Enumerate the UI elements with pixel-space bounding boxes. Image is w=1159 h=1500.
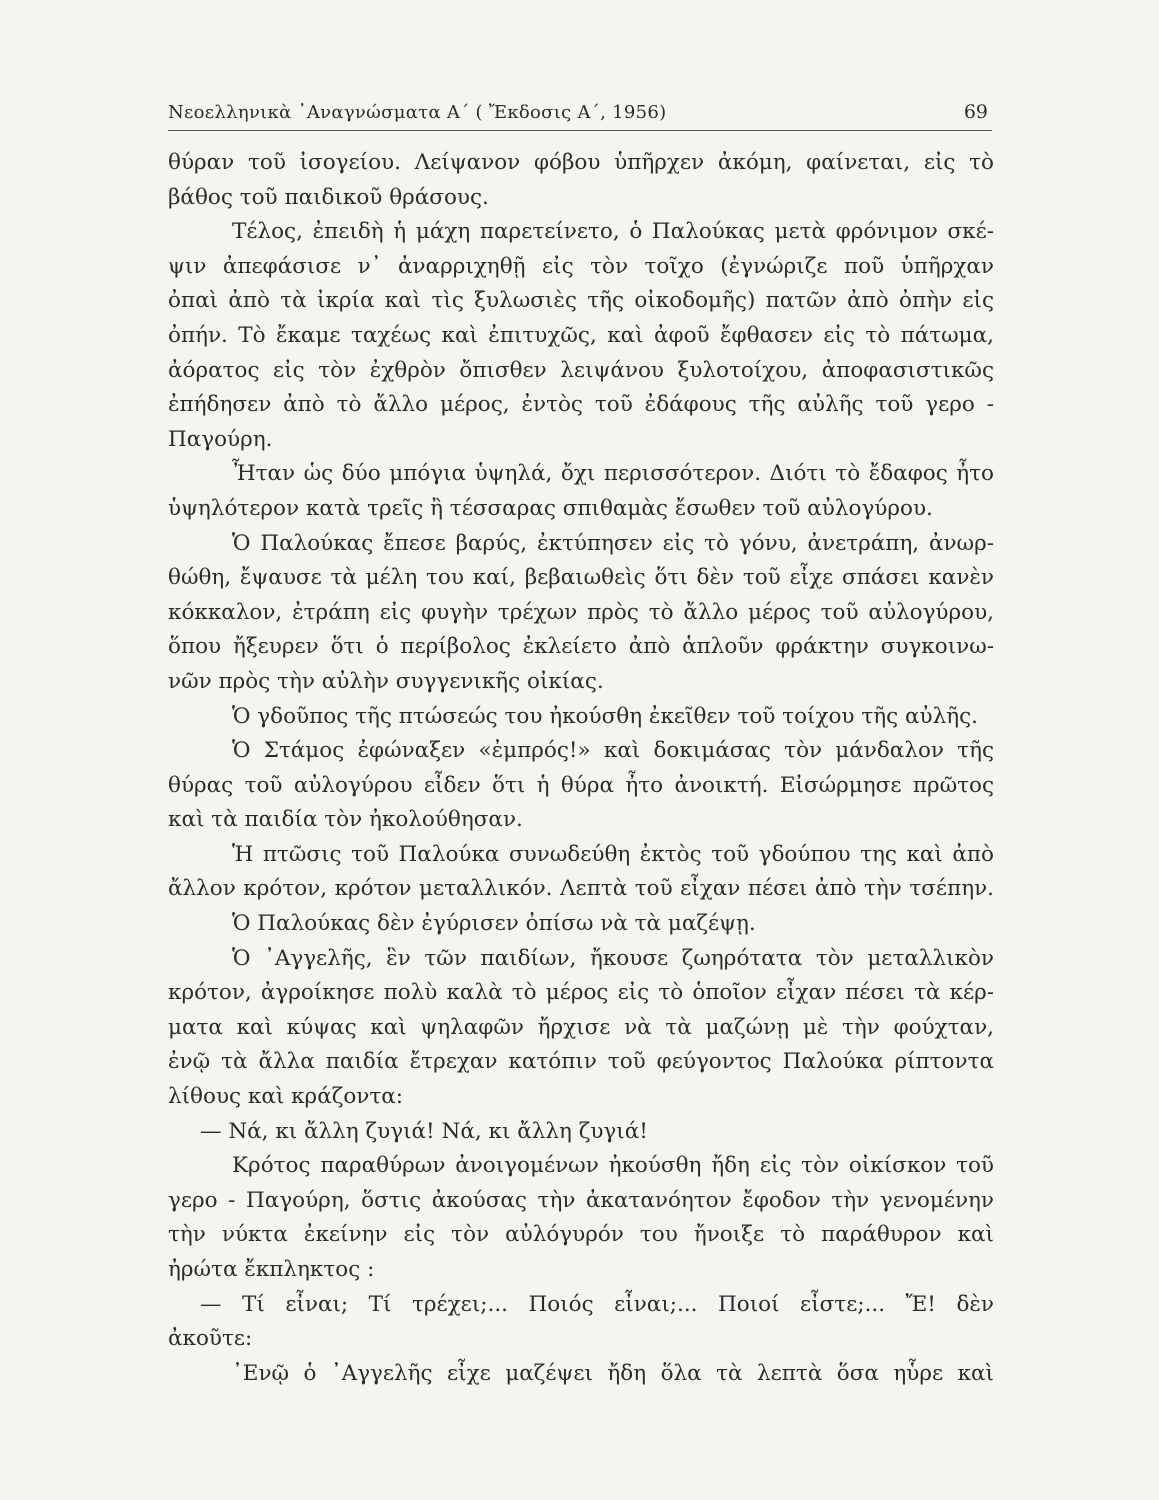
text-line: Ὁ γδοῦπος τῆς πτώσεώς του ἠκούσθη ἐκεῖθεν τοῦ τοίχου τῆς αὐλῆς. bbox=[232, 703, 978, 729]
text-line: ἄλλον κρότον, κρότον μεταλλικόν. Λεπτὰ τοῦ εἶχαν πέσει ἀπὸ τὴν τσέπην. bbox=[168, 876, 994, 902]
running-title: Νεοελληνικὰ ᾿Αναγνώσματα Α΄ ( Ἔκδοσις Α΄, 1956) bbox=[168, 102, 667, 123]
text-line: θύραν τοῦ ἰσογείου. Λείψανον φόβου ὑπῆρχεν ἀκόμη, φαίνεται, εἰς τὸ bbox=[168, 150, 994, 175]
text-line: ὅπου ἤξευρεν ὅτι ὁ περίβολος ἐκλείετο ἀπὸ ἁπλοῦν φράκτην συγκοινω- bbox=[168, 634, 994, 660]
text-line: ὀπήν. Τὸ ἔκαμε ταχέως καὶ ἐπιτυχῶς, καὶ ἀφοῦ ἔφθασεν εἰς τὸ πάτωμα, bbox=[168, 322, 994, 348]
text-line: Ἦταν ὡς δύο μπόγια ὑψηλά, ὄχι περισσότερον. Διότι τὸ ἔδαφος ἦτο bbox=[232, 461, 994, 487]
text-line: Ὁ ᾿Αγγελῆς, ἓν τῶν παιδίων, ἤκουσε ζωηρότατα τὸν μεταλλικὸν bbox=[232, 945, 994, 971]
text-line: Τέλος, ἐπειδὴ ἡ μάχη παρετείνετο, ὁ Παλούκας μετὰ φρόνιμον σκέ- bbox=[232, 219, 994, 245]
body-text bbox=[168, 146, 994, 1391]
text-line: ἀόρατος εἰς τὸν ἐχθρὸν ὄπισθεν λειψάνου ξυλοτοίχου, ἀποφασιστικῶς bbox=[168, 357, 994, 383]
text-line: — Νά, κι ἄλλη ζυγιά! Νά, κι ἄλλη ζυγιά! bbox=[200, 1118, 648, 1144]
text-line: ἐπήδησεν ἀπὸ τὸ ἄλλο μέρος, ἐντὸς τοῦ ἐδάφους τῆς αὐλῆς τοῦ γερο - bbox=[168, 392, 994, 418]
text-line: λίθους καὶ κράζοντα: bbox=[168, 1084, 404, 1110]
text-line: Ὁ Παλούκας ἔπεσε βαρύς, ἐκτύπησεν εἰς τὸ γόνυ, ἀνετράπη, ἀνωρ- bbox=[232, 530, 994, 556]
text-line: κόκκαλον, ἐτράπη εἰς φυγὴν τρέχων πρὸς τὸ ἄλλο μέρος τοῦ αὐλογύρου, bbox=[168, 599, 994, 625]
running-header bbox=[168, 94, 992, 131]
text-line: ᾿Ενῷ ὁ ᾿Αγγελῆς εἶχε μαζέψει ἤδη ὅλα τὰ λεπτὰ ὅσα ηὗρε καὶ bbox=[232, 1360, 994, 1386]
text-line: Κρότος παραθύρων ἀνοιγομένων ἠκούσθη ἤδη εἰς τὸν οἰκίσκον τοῦ bbox=[232, 1153, 994, 1179]
text-line: καὶ τὰ παιδία τὸν ἠκολούθησαν. bbox=[168, 807, 523, 833]
text-line: θώθη, ἔψαυσε τὰ μέλη του καί, βεβαιωθεὶς ὅτι δὲν τοῦ εἶχε σπάσει κανὲν bbox=[168, 565, 994, 591]
text-line: τὴν νύκτα ἐκείνην εἰς τὸν αὐλόγυρόν του ἤνοιξε τὸ παράθυρον καὶ bbox=[168, 1222, 994, 1248]
text-line: ἠρώτα ἔκπληκτος : bbox=[168, 1257, 375, 1282]
text-line: κρότον, ἀγροίκησε πολὺ καλὰ τὸ μέρος εἰς τὸ ὁποῖον εἶχαν πέσει τὰ κέρ- bbox=[168, 980, 994, 1006]
text-line: ὀπαὶ ἀπὸ τὰ ἰκρία καὶ τὶς ξυλωσιὲς τῆς οἰκοδομῆς) πατῶν ἀπὸ ὀπὴν εἰς bbox=[168, 288, 994, 314]
text-line: ὑψηλότερον κατὰ τρεῖς ἢ τέσσαρας σπιθαμὰς ἔσωθεν τοῦ αὐλογύρου. bbox=[168, 495, 933, 521]
text-line: Παγούρη. bbox=[168, 426, 273, 452]
text-line: Ἡ πτῶσις τοῦ Παλούκα συνωδεύθη ἐκτὸς τοῦ γδούπου της καὶ ἀπὸ bbox=[232, 841, 994, 867]
text-line: — Τί εἶναι; Τί τρέχει;... Ποιός εἶναι;... Ποιοί εἶστε;... Ἔ! δὲν bbox=[200, 1291, 994, 1317]
page-number: 69 bbox=[963, 101, 988, 123]
text-line: ἐνῷ τὰ ἄλλα παιδία ἔτρεχαν κατόπιν τοῦ φεύγοντος Παλούκα ρίπτοντα bbox=[168, 1049, 994, 1075]
text-line: γερο - Παγούρη, ὅστις ἀκούσας τὴν ἀκατανόητον ἔφοδον τὴν γενομένην bbox=[168, 1187, 994, 1213]
text-line: νῶν πρὸς τὴν αὐλὴν συγγενικῆς οἰκίας. bbox=[168, 668, 604, 694]
text-line: ἀκοῦτε: bbox=[168, 1326, 253, 1352]
text-line: ψιν ἀπεφάσισε ν᾿ ἀναρριχηθῇ εἰς τὸν τοῖχο (ἐγνώριζε ποῦ ὑπῆρχαν bbox=[168, 253, 994, 279]
text-line: θύρας τοῦ αὐλογύρου εἶδεν ὅτι ἡ θύρα ἦτο ἀνοικτή. Εἰσώρμησε πρῶτος bbox=[168, 772, 994, 798]
text-line: Ὁ Στάμος ἐφώναξεν «ἐμπρός!» καὶ δοκιμάσας τὸν μάνδαλον τῆς bbox=[232, 738, 994, 764]
text-line: ματα καὶ κύψας καὶ ψηλαφῶν ἤρχισε νὰ τὰ μαζώνῃ μὲ τὴν φούχταν, bbox=[168, 1014, 994, 1040]
text-line: Ὁ Παλούκας δὲν ἐγύρισεν ὀπίσω νὰ τὰ μαζέψῃ. bbox=[232, 911, 756, 937]
text-line: βάθος τοῦ παιδικοῦ θράσους. bbox=[168, 184, 489, 210]
